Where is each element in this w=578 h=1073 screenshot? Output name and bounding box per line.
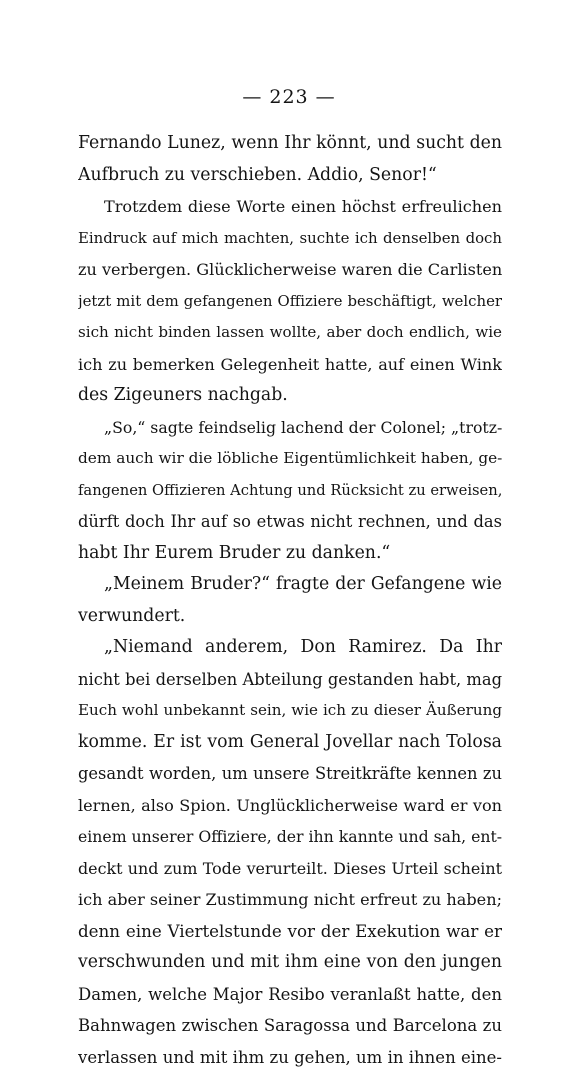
text-line: sich nicht binden lassen wollte, aber doch endlich, wie — [78, 317, 502, 349]
text-line: Damen, welche Major Resibo veranlaßt hatte, den — [78, 979, 502, 1011]
text-line: ich aber seiner Zustimmung nicht erfreut zu haben; — [78, 884, 502, 916]
text-line: denn eine Viertelstunde vor der Exekution war er — [78, 916, 502, 948]
text-line: nicht bei derselben Abteilung gestanden habt, mag — [78, 664, 502, 696]
text-line: Eindruck auf mich machten, suchte ich denselben doch — [78, 223, 502, 255]
text-line: verlassen und mit ihm zu gehen, um in ihnen eine- — [78, 1042, 502, 1073]
text-line: „Niemand anderem, Don Ramirez. Da Ihr — [78, 632, 502, 664]
text-line: komme. Er ist vom General Jovellar nach Tolosa — [78, 727, 502, 759]
text-line: „So,“ sagte feindselig lachend der Colonel; „trotz- — [78, 412, 502, 444]
body-text — [78, 128, 502, 1073]
text-line: einem unserer Offiziere, der ihn kannte und sah, ent- — [78, 821, 502, 853]
text-line: Fernando Lunez, wenn Ihr könnt, und sucht den — [78, 128, 502, 160]
text-line: ich zu bemerken Gelegenheit hatte, auf einen Wink — [78, 349, 502, 381]
text-line: verschwunden und mit ihm eine von den jungen — [78, 947, 502, 979]
text-line: habt Ihr Eurem Bruder zu danken.“ — [78, 538, 502, 570]
page-number: — 223 — — [0, 86, 578, 108]
text-line: Euch wohl unbekannt sein, wie ich zu dieser Äußerung — [78, 695, 502, 727]
text-line: Bahnwagen zwischen Saragossa und Barcelona zu — [78, 1010, 502, 1042]
text-line: gesandt worden, um unsere Streitkräfte kennen zu — [78, 758, 502, 790]
text-line: deckt und zum Tode verurteilt. Dieses Urteil scheint — [78, 853, 502, 885]
text-line: fangenen Offizieren Achtung und Rücksicht zu erweisen, — [78, 475, 502, 507]
text-line: dürft doch Ihr auf so etwas nicht rechnen, und das — [78, 506, 502, 538]
text-line: lernen, also Spion. Unglücklicherweise ward er von — [78, 790, 502, 822]
text-line: des Zigeuners nachgab. — [78, 380, 502, 412]
text-line: jetzt mit dem gefangenen Offiziere beschäftigt, welcher — [78, 286, 502, 318]
text-line: zu verbergen. Glücklicherweise waren die Carlisten — [78, 254, 502, 286]
text-line: dem auch wir die löbliche Eigentümlichkeit haben, ge- — [78, 443, 502, 475]
text-line: Trotzdem diese Worte einen höchst erfreulichen — [78, 191, 502, 223]
text-line: „Meinem Bruder?“ fragte der Gefangene wie — [78, 569, 502, 601]
text-line: verwundert. — [78, 601, 502, 633]
text-line: Aufbruch zu verschieben. Addio, Senor!“ — [78, 160, 502, 192]
